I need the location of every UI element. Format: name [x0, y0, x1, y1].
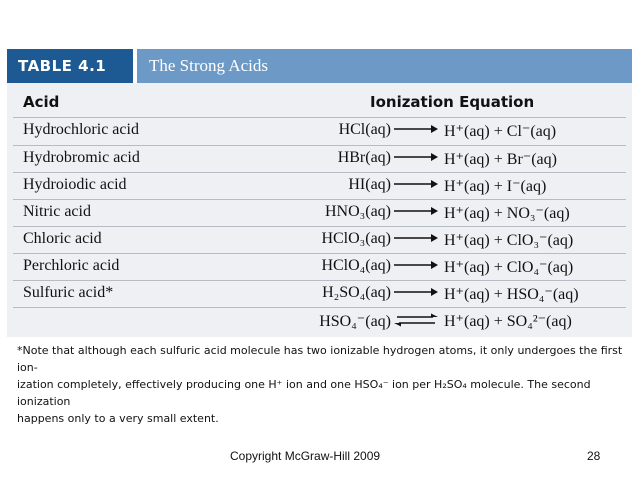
table-title: The Strong Acids [137, 49, 632, 83]
reactant: HSO₄⁻(aq) [319, 313, 391, 330]
acid-name: Hydrochloric acid [23, 121, 139, 138]
products: H⁺(aq) + Br⁻(aq) [444, 151, 557, 168]
page-number: 28 [587, 449, 601, 463]
table-row [7, 200, 632, 227]
acid-name: Nitric acid [23, 203, 91, 220]
ionization-equation [279, 229, 593, 253]
copyright-notice: Copyright McGraw-Hill 2009 [230, 449, 381, 463]
equilibrium-arrow-icon [393, 313, 439, 327]
reactant: H₂SO₄(aq) [322, 284, 391, 301]
ionization-equation [279, 283, 593, 307]
footnote-line: happens only to a very small extent. [17, 412, 219, 425]
right-arrow-icon [393, 232, 439, 244]
footnote-line: ization completely, effectively producing one H⁺ ion and one HSO₄⁻ ion per H₂SO₄ molecule. The second ionization [17, 378, 591, 408]
products: H⁺(aq) + ClO₃⁻(aq) [444, 232, 574, 249]
products: H⁺(aq) + ClO₄⁻(aq) [444, 259, 574, 276]
acid-name: Perchloric acid [23, 257, 120, 274]
reactant: HNO₃(aq) [325, 203, 391, 220]
table-row [7, 227, 632, 254]
table-row [7, 254, 632, 281]
footnote [17, 342, 625, 427]
ionization-equation [279, 310, 593, 334]
footnote-line: *Note that although each sulfuric acid molecule has two ionizable hydrogen atoms, it only undergoes the first ion- [17, 344, 623, 374]
products: H⁺(aq) + Cl⁻(aq) [444, 123, 557, 140]
ionization-equation [279, 256, 593, 280]
reactant: HClO₄(aq) [321, 257, 391, 274]
table-row [7, 281, 632, 308]
right-arrow-icon [393, 123, 439, 135]
products: H⁺(aq) + SO₄²⁻(aq) [444, 313, 572, 330]
right-arrow-icon [393, 259, 439, 271]
column-header-acid: Acid [23, 93, 60, 111]
right-arrow-icon [393, 151, 439, 163]
ionization-equation [279, 120, 593, 144]
table-row [7, 118, 632, 145]
acid-name: Chloric acid [23, 230, 102, 247]
right-arrow-icon [393, 286, 439, 298]
strong-acids-table [7, 83, 632, 337]
acid-name: Hydroiodic acid [23, 176, 127, 193]
reactant: HCl(aq) [338, 121, 391, 138]
table-number: TABLE 4.1 [7, 49, 133, 83]
acid-name: Sulfuric acid* [23, 284, 114, 301]
reactant: HClO₃(aq) [321, 230, 391, 247]
table-row [7, 173, 632, 200]
right-arrow-icon [393, 178, 439, 190]
column-header-equation: Ionization Equation [370, 93, 535, 111]
acid-name: Hydrobromic acid [23, 149, 140, 166]
products: H⁺(aq) + I⁻(aq) [444, 178, 547, 195]
reactant: HBr(aq) [337, 149, 391, 166]
ionization-equation [279, 202, 593, 226]
ionization-equation [279, 175, 593, 199]
ionization-equation [279, 148, 593, 172]
products: H⁺(aq) + NO₃⁻(aq) [444, 205, 570, 222]
products: H⁺(aq) + HSO₄⁻(aq) [444, 286, 579, 303]
table-row [7, 308, 632, 335]
table-row [7, 146, 632, 173]
right-arrow-icon [393, 205, 439, 217]
reactant: HI(aq) [348, 176, 391, 193]
table-header [7, 49, 632, 83]
